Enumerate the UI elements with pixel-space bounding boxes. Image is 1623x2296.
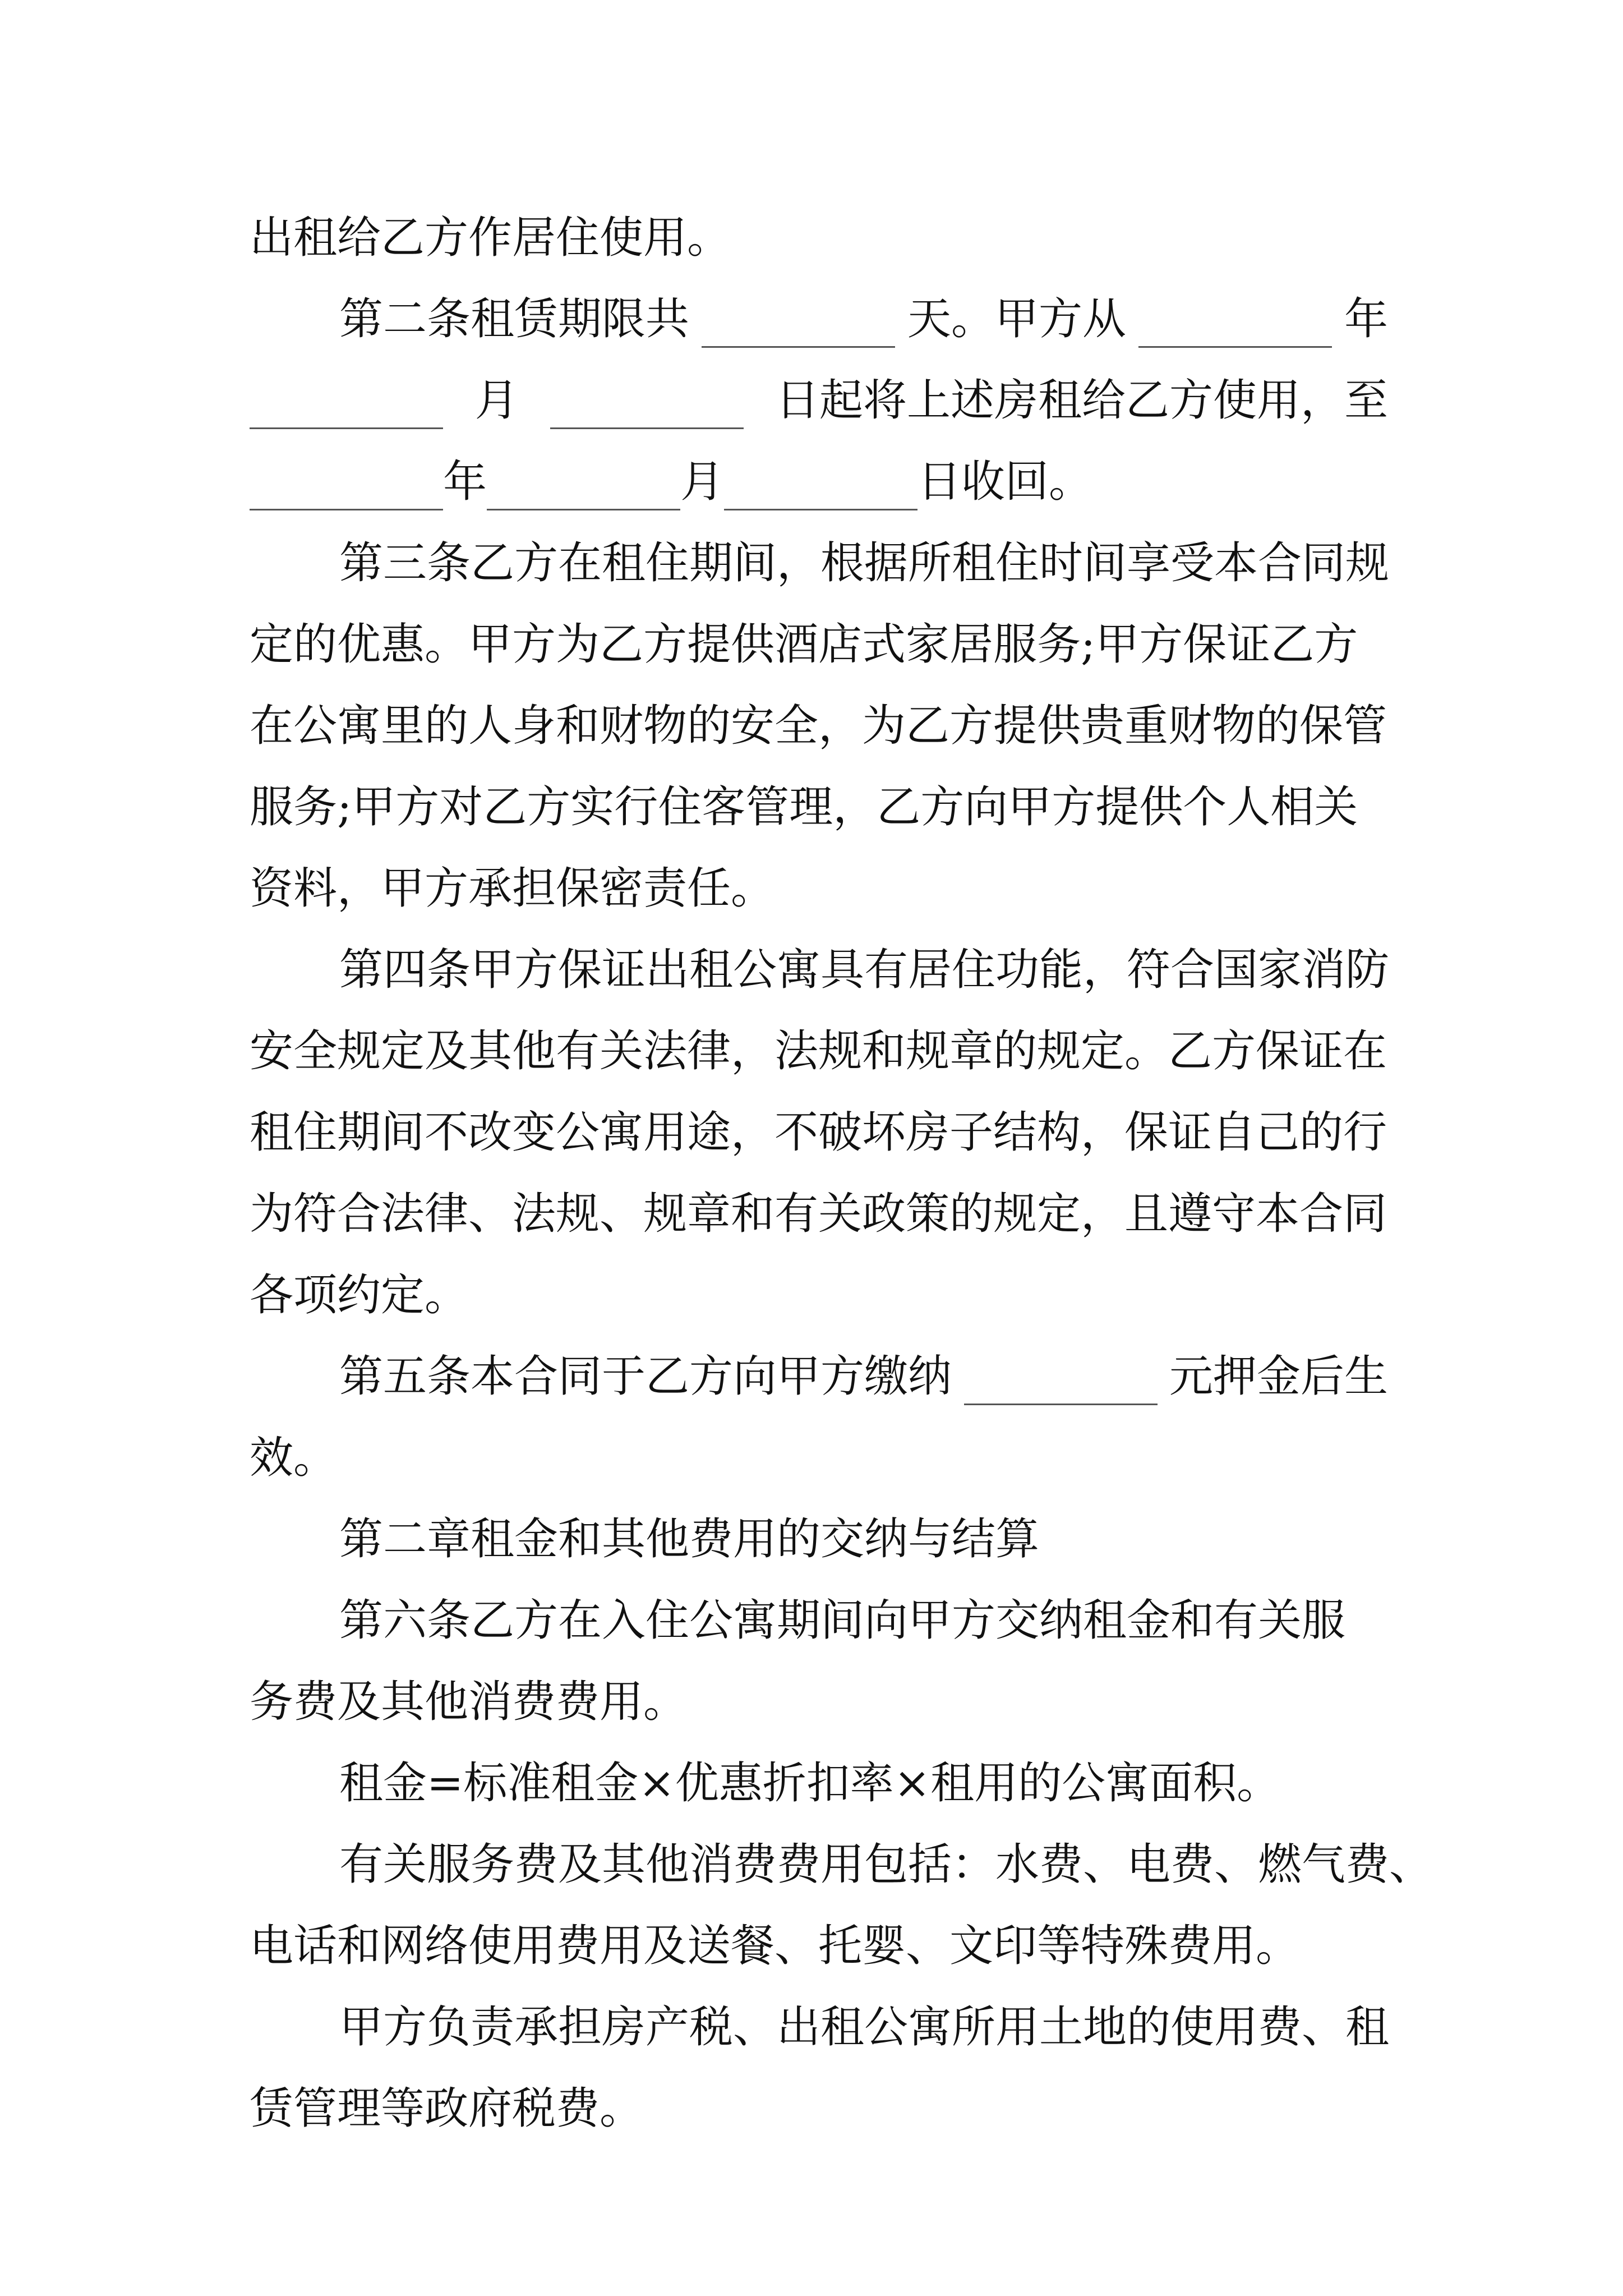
text-segment: 元押金后生	[1169, 1351, 1388, 1402]
text-line: 定的优惠。甲方为乙方提供酒店式家居服务;甲方保证乙方	[250, 619, 1358, 670]
article-2-line-2	[250, 360, 1388, 441]
fees-line	[250, 1906, 1388, 1987]
taxes-line	[250, 1987, 1388, 2068]
blank-days[interactable]	[702, 307, 895, 348]
blank-start-year[interactable]	[1138, 307, 1332, 348]
document-body	[250, 197, 1433, 2150]
text-segment: 第五条本合同于乙方向甲方缴纳	[339, 1351, 952, 1402]
text-line: 效。	[250, 1433, 338, 1483]
paragraph-line	[250, 197, 1388, 279]
article-5-line-2	[250, 1418, 1388, 1499]
blank-end-month[interactable]	[487, 470, 680, 510]
article-3-line	[250, 523, 1388, 604]
chapter-heading	[250, 1499, 1388, 1580]
text-line: 服务;甲方对乙方实行住客管理，乙方向甲方提供个人相关	[250, 782, 1358, 832]
article-3-line	[250, 604, 1388, 685]
text-segment: 月	[680, 457, 725, 507]
text-segment: 年	[1344, 294, 1388, 344]
text-line: 务费及其他消费费用。	[250, 1677, 688, 1727]
text-line: 出租给乙方作居住使用。	[250, 213, 731, 263]
text-line: 有关服务费及其他消费费用包括：水费、电费、燃气费、	[339, 1839, 1433, 1890]
text-line: 为符合法律、法规、规章和有关政策的规定，且遵守本合同	[250, 1189, 1387, 1239]
article-4-line	[250, 1092, 1388, 1174]
rent-formula-line	[250, 1743, 1388, 1824]
article-5-line-1	[250, 1336, 1388, 1418]
text-segment: 年	[443, 457, 487, 507]
text-line: 甲方负责承担房产税、出租公寓所用土地的使用费、租	[339, 2002, 1390, 2053]
blank-start-month[interactable]	[250, 388, 443, 429]
text-line: 在公寓里的人身和财物的安全，为乙方提供贵重财物的保管	[250, 701, 1387, 751]
article-4-line	[250, 1255, 1388, 1336]
blank-end-year[interactable]	[250, 470, 443, 510]
text-segment: 第二条租赁期限共	[339, 294, 690, 344]
text-line: 第六条乙方在入住公寓期间向甲方交纳租金和有关服	[339, 1595, 1346, 1646]
text-line: 租住期间不改变公寓用途，不破坏房子结构，保证自己的行	[250, 1107, 1387, 1158]
article-2-line-1	[250, 279, 1388, 360]
article-4-line	[250, 1174, 1388, 1255]
blank-deposit[interactable]	[964, 1364, 1158, 1405]
text-line: 资料，甲方承担保密责任。	[250, 863, 775, 914]
article-3-line	[250, 848, 1388, 930]
text-line: 各项约定。	[250, 1270, 469, 1320]
taxes-line	[250, 2068, 1388, 2150]
article-4-line	[250, 930, 1388, 1011]
article-4-line	[250, 1011, 1388, 1092]
rent-formula: 租金=标准租金×优惠折扣率×租用的公寓面积。	[339, 1758, 1281, 1809]
fees-line	[250, 1824, 1433, 1906]
text-line: 安全规定及其他有关法律，法规和规章的规定。乙方保证在	[250, 1026, 1387, 1076]
text-line: 电话和网络使用费用及送餐、托婴、文印等特殊费用。	[250, 1921, 1300, 1971]
chapter-title: 第二章租金和其他费用的交纳与结算	[339, 1514, 1040, 1565]
text-segment: 月	[474, 375, 519, 426]
article-3-line	[250, 767, 1388, 848]
article-6-line	[250, 1662, 1388, 1743]
blank-end-day[interactable]	[724, 470, 917, 510]
text-line: 第四条甲方保证出租公寓具有居住功能，符合国家消防	[339, 945, 1390, 995]
article-6-line	[250, 1580, 1388, 1662]
article-2-line-3	[250, 441, 1388, 523]
blank-start-day[interactable]	[550, 388, 744, 429]
text-segment: 日收回。	[917, 457, 1093, 507]
text-segment: 天。甲方从	[907, 294, 1126, 344]
text-line: 第三条乙方在租住期间，根据所租住时间享受本合同规	[339, 538, 1390, 588]
text-line: 赁管理等政府税费。	[250, 2083, 644, 2134]
text-segment: 日起将上述房租给乙方使用，至	[775, 375, 1388, 426]
article-3-line	[250, 685, 1388, 767]
